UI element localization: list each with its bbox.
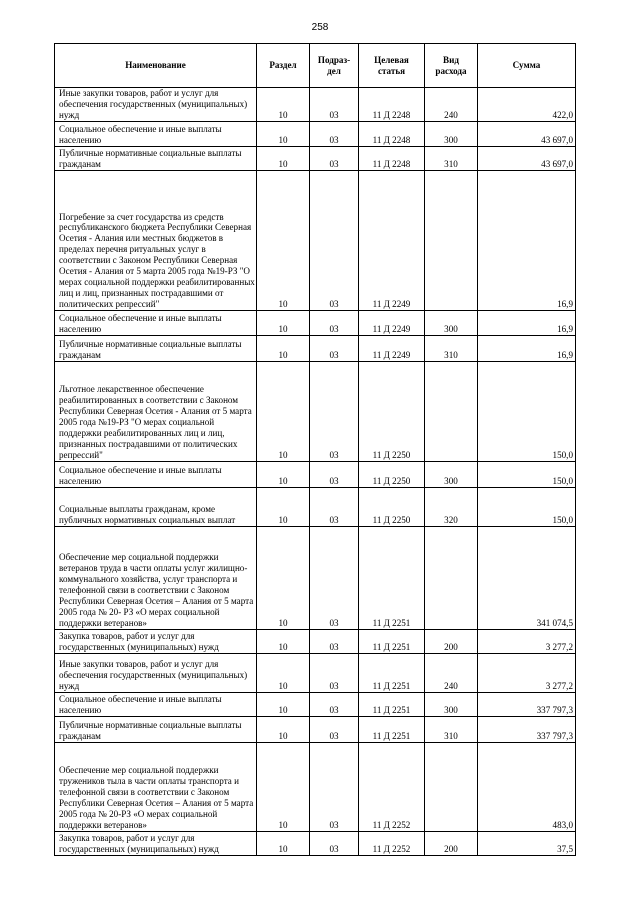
cell-name: Закупка товаров, работ и услуг для государственных (муниципальных) нужд	[55, 629, 257, 653]
cell-section: 10	[257, 146, 310, 170]
cell-subsection: 03	[310, 121, 359, 146]
cell-target: 11 Д 2250	[359, 487, 425, 526]
cell-name: Социальное обеспечение и иные выплаты населению	[55, 461, 257, 487]
cell-type: 240	[425, 88, 478, 122]
cell-target: 11 Д 2248	[359, 146, 425, 170]
cell-name: Социальное обеспечение и иные выплаты населению	[55, 692, 257, 716]
cell-subsection: 03	[310, 742, 359, 831]
budget-table	[54, 43, 576, 856]
table-row	[55, 629, 576, 653]
table-row	[55, 88, 576, 122]
cell-section: 10	[257, 361, 310, 461]
cell-name: Социальные выплаты гражданам, кроме публичных нормативных социальных выплат	[55, 487, 257, 526]
cell-section: 10	[257, 742, 310, 831]
header-name: Наименование	[55, 44, 257, 88]
cell-target: 11 Д 2248	[359, 88, 425, 122]
cell-type	[425, 526, 478, 629]
cell-target: 11 Д 2251	[359, 653, 425, 692]
cell-section: 10	[257, 170, 310, 310]
table-row	[55, 361, 576, 461]
cell-section: 10	[257, 653, 310, 692]
cell-subsection: 03	[310, 629, 359, 653]
cell-type: 310	[425, 146, 478, 170]
table-row	[55, 310, 576, 335]
cell-amount: 16,9	[478, 170, 576, 310]
cell-amount: 16,9	[478, 335, 576, 361]
cell-section: 10	[257, 88, 310, 122]
cell-subsection: 03	[310, 831, 359, 855]
cell-subsection: 03	[310, 88, 359, 122]
table-row	[55, 335, 576, 361]
cell-type: 310	[425, 716, 478, 742]
cell-amount: 337 797,3	[478, 692, 576, 716]
cell-subsection: 03	[310, 526, 359, 629]
cell-amount: 422,0	[478, 88, 576, 122]
cell-section: 10	[257, 526, 310, 629]
cell-type: 200	[425, 629, 478, 653]
cell-type: 200	[425, 831, 478, 855]
table-row	[55, 653, 576, 692]
cell-section: 10	[257, 831, 310, 855]
cell-type: 300	[425, 310, 478, 335]
cell-name: Обеспечение мер социальной поддержки ветеранов труда в части оплаты услуг жилищно-коммунального хозяйства, услуг транспорта и телефонной связи в соответствии с Законом Республики Северная Осетия – Алания от 5 марта 2005 года № 20- РЗ «О мерах социальной поддержки ветеранов»	[55, 526, 257, 629]
cell-name: Иные закупки товаров, работ и услуг для обеспечения государственных (муниципальных) нужд	[55, 653, 257, 692]
cell-subsection: 03	[310, 361, 359, 461]
cell-subsection: 03	[310, 692, 359, 716]
table-header-row	[55, 44, 576, 88]
cell-type: 310	[425, 335, 478, 361]
cell-subsection: 03	[310, 487, 359, 526]
table-row	[55, 146, 576, 170]
cell-subsection: 03	[310, 146, 359, 170]
cell-target: 11 Д 2251	[359, 629, 425, 653]
cell-amount: 3 277,2	[478, 653, 576, 692]
cell-section: 10	[257, 716, 310, 742]
cell-amount: 3 277,2	[478, 629, 576, 653]
cell-subsection: 03	[310, 716, 359, 742]
cell-name: Обеспечение мер социальной поддержки тружеников тыла в части оплаты транспорта и телефонной связи в соответствии с Законом Республики Северная Осетия – Алания от 5 марта 2005 года № 20-РЗ «О мерах социальной поддержки ветеранов»	[55, 742, 257, 831]
cell-type: 240	[425, 653, 478, 692]
cell-name: Социальное обеспечение и иные выплаты населению	[55, 121, 257, 146]
cell-name: Публичные нормативные социальные выплаты гражданам	[55, 716, 257, 742]
cell-target: 11 Д 2251	[359, 692, 425, 716]
table-row	[55, 742, 576, 831]
cell-name: Иные закупки товаров, работ и услуг для обеспечения государственных (муниципальных) нужд	[55, 88, 257, 122]
cell-name: Публичные нормативные социальные выплаты гражданам	[55, 146, 257, 170]
cell-target: 11 Д 2250	[359, 361, 425, 461]
table-row	[55, 716, 576, 742]
cell-section: 10	[257, 335, 310, 361]
cell-name: Погребение за счет государства из средств республиканского бюджета Республики Северная Осетия - Алания или местных бюджетов в пределах перечня ритуальных услуг в соответствии с Законом Республики Северная Осетия - Алания от 5 марта 2005 года №19-РЗ "О мерах социальной поддержки реабилитированных лиц и лиц, признанных пострадавшими от политических репрессий"	[55, 170, 257, 310]
cell-name: Социальное обеспечение и иные выплаты населению	[55, 310, 257, 335]
cell-amount: 37,5	[478, 831, 576, 855]
cell-name: Закупка товаров, работ и услуг для государственных (муниципальных) нужд	[55, 831, 257, 855]
cell-section: 10	[257, 121, 310, 146]
cell-target: 11 Д 2251	[359, 526, 425, 629]
cell-amount: 43 697,0	[478, 121, 576, 146]
cell-section: 10	[257, 461, 310, 487]
cell-subsection: 03	[310, 335, 359, 361]
table-row	[55, 121, 576, 146]
cell-amount: 150,0	[478, 461, 576, 487]
table-row	[55, 461, 576, 487]
cell-type: 300	[425, 461, 478, 487]
cell-amount: 43 697,0	[478, 146, 576, 170]
cell-type: 300	[425, 692, 478, 716]
cell-target: 11 Д 2252	[359, 831, 425, 855]
cell-amount: 150,0	[478, 487, 576, 526]
cell-subsection: 03	[310, 653, 359, 692]
cell-target: 11 Д 2251	[359, 716, 425, 742]
table-row	[55, 831, 576, 855]
cell-amount: 483,0	[478, 742, 576, 831]
cell-type	[425, 170, 478, 310]
table-row	[55, 692, 576, 716]
cell-section: 10	[257, 692, 310, 716]
table-row	[55, 487, 576, 526]
cell-target: 11 Д 2249	[359, 335, 425, 361]
cell-amount: 341 074,5	[478, 526, 576, 629]
cell-type	[425, 742, 478, 831]
cell-target: 11 Д 2252	[359, 742, 425, 831]
header-target: Целевая статья	[359, 44, 425, 88]
header-amount: Сумма	[478, 44, 576, 88]
cell-subsection: 03	[310, 170, 359, 310]
header-subsection: Подраз-дел	[310, 44, 359, 88]
cell-target: 11 Д 2250	[359, 461, 425, 487]
cell-section: 10	[257, 310, 310, 335]
cell-amount: 150,0	[478, 361, 576, 461]
cell-subsection: 03	[310, 310, 359, 335]
cell-type: 300	[425, 121, 478, 146]
header-type: Вид расхода	[425, 44, 478, 88]
table-row	[55, 170, 576, 310]
page-number: 258	[311, 22, 329, 33]
cell-type	[425, 361, 478, 461]
cell-name: Публичные нормативные социальные выплаты гражданам	[55, 335, 257, 361]
cell-name: Льготное лекарственное обеспечение реабилитированных в соответствии с Законом Республики Северная Осетия - Алания от 5 марта 2005 года №19-РЗ "О мерах социальной поддержки реабилитированных лиц и лиц, признанных пострадавшими от политических репрессий"	[55, 361, 257, 461]
cell-target: 11 Д 2248	[359, 121, 425, 146]
cell-section: 10	[257, 629, 310, 653]
cell-subsection: 03	[310, 461, 359, 487]
cell-amount: 16,9	[478, 310, 576, 335]
cell-target: 11 Д 2249	[359, 170, 425, 310]
cell-section: 10	[257, 487, 310, 526]
cell-amount: 337 797,3	[478, 716, 576, 742]
header-section: Раздел	[257, 44, 310, 88]
cell-target: 11 Д 2249	[359, 310, 425, 335]
cell-type: 320	[425, 487, 478, 526]
table-row	[55, 526, 576, 629]
